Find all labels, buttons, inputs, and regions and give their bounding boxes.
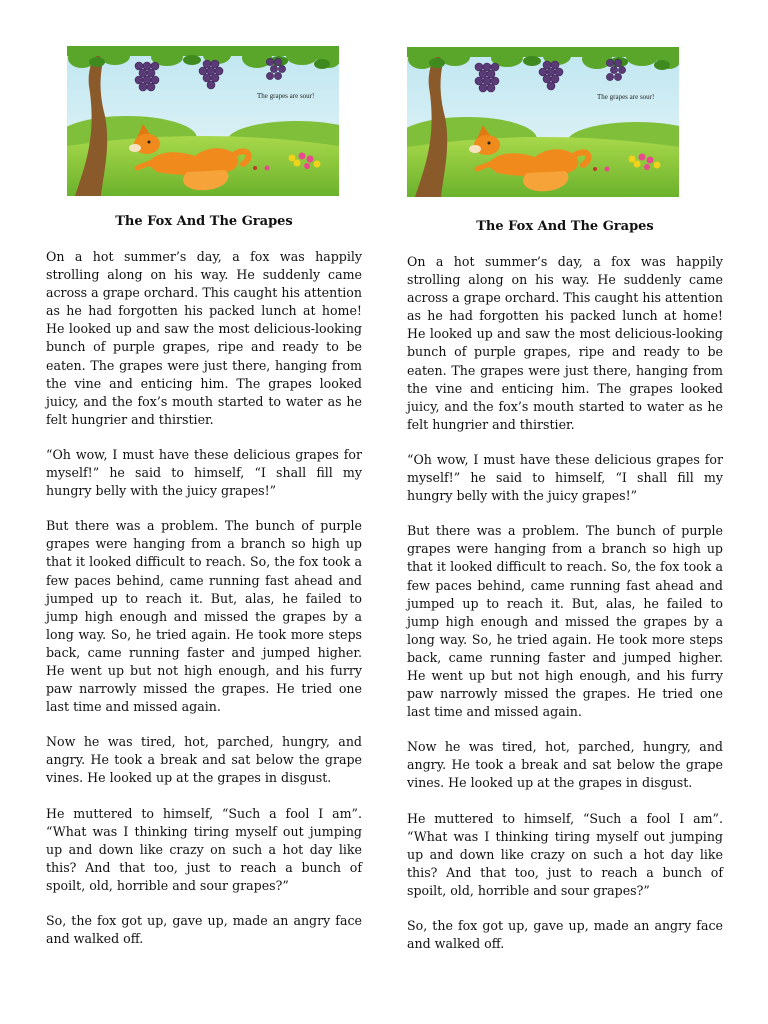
story-paragraph: So, the fox got up, gave up, made an angry face and walked off. <box>407 918 723 952</box>
story-paragraph: “Oh wow, I must have these delicious grapes for myself!” he said to himself, “I shall fill my hungry belly with the juicy grapes!” <box>46 446 362 499</box>
story-paragraph: Now he was tired, hot, parched, hungry, and angry. He took a break and sat below the grape vines. He looked up at the grapes in disgust. <box>46 734 362 786</box>
fox-under-grapevine-illustration <box>407 47 679 197</box>
story-title: The Fox And The Grapes <box>476 219 654 234</box>
story-paragraph: “Oh wow, I must have these delicious grapes for myself!” he said to himself, “I shall fill my hungry belly with the juicy grapes!” <box>407 451 723 504</box>
story-paragraph: He muttered to himself, “Such a fool I am”. “What was I thinking tiring myself out jumping up and down like crazy on such a hot day like this? And that too, just to reach a bunch of spoilt, old, horrible and sour grapes?” <box>46 805 362 893</box>
illustration-frame <box>407 47 723 197</box>
illustration-frame <box>46 46 362 196</box>
story-paragraph: On a hot summer’s day, a fox was happily strolling along on his way. He suddenly came across a grape orchard. This caught his attention as he had forgotten his packed lunch at home! He looked up and saw the most delicious-looking bunch of purple grapes, ripe and ready to be eaten. The grapes were just there, hanging from the vine and enticing him. The grapes looked juicy, and the fox’s mouth started to water as he felt hungrier and thirstier. <box>46 249 362 427</box>
story-column-left <box>46 46 362 965</box>
story-paragraph: He muttered to himself, “Such a fool I am”. “What was I thinking tiring myself out jumping up and down like crazy on such a hot day like this? And that too, just to reach a bunch of spoilt, old, horrible and sour grapes?” <box>407 810 723 898</box>
story-paragraph: But there was a problem. The bunch of purple grapes were hanging from a branch so high up that it looked difficult to reach. So, the fox took a few paces behind, came running fast ahead and jumped up to reach it. But, alas, he failed to jump high enough and missed the grapes by a long way. So, he tried again. He took more steps back, came running faster and jumped higher. He went up but not high enough, and his furry paw narrowly missed the grapes. He tried one last time and missed again. <box>46 518 362 715</box>
illustration-caption: The grapes are sour! <box>597 93 655 101</box>
illustration-caption: The grapes are sour! <box>257 92 315 100</box>
story-paragraph: So, the fox got up, gave up, made an angry face and walked off. <box>46 913 362 947</box>
fox-under-grapevine-illustration <box>67 46 339 196</box>
story-paragraph: Now he was tired, hot, parched, hungry, and angry. He took a break and sat below the grape vines. He looked up at the grapes in disgust. <box>407 739 723 791</box>
story-paragraph: On a hot summer’s day, a fox was happily strolling along on his way. He suddenly came across a grape orchard. This caught his attention as he had forgotten his packed lunch at home! He looked up and saw the most delicious-looking bunch of purple grapes, ripe and ready to be eaten. The grapes were just there, hanging from the vine and enticing him. The grapes looked juicy, and the fox’s mouth started to water as he felt hungrier and thirstier. <box>407 254 723 432</box>
story-title: The Fox And The Grapes <box>115 214 293 229</box>
story-paragraph: But there was a problem. The bunch of purple grapes were hanging from a branch so high up that it looked difficult to reach. So, the fox took a few paces behind, came running fast ahead and jumped up to reach it. But, alas, he failed to jump high enough and missed the grapes by a long way. So, he tried again. He took more steps back, came running faster and jumped higher. He went up but not high enough, and his furry paw narrowly missed the grapes. He tried one last time and missed again. <box>407 523 723 720</box>
story-column-right <box>407 47 723 970</box>
